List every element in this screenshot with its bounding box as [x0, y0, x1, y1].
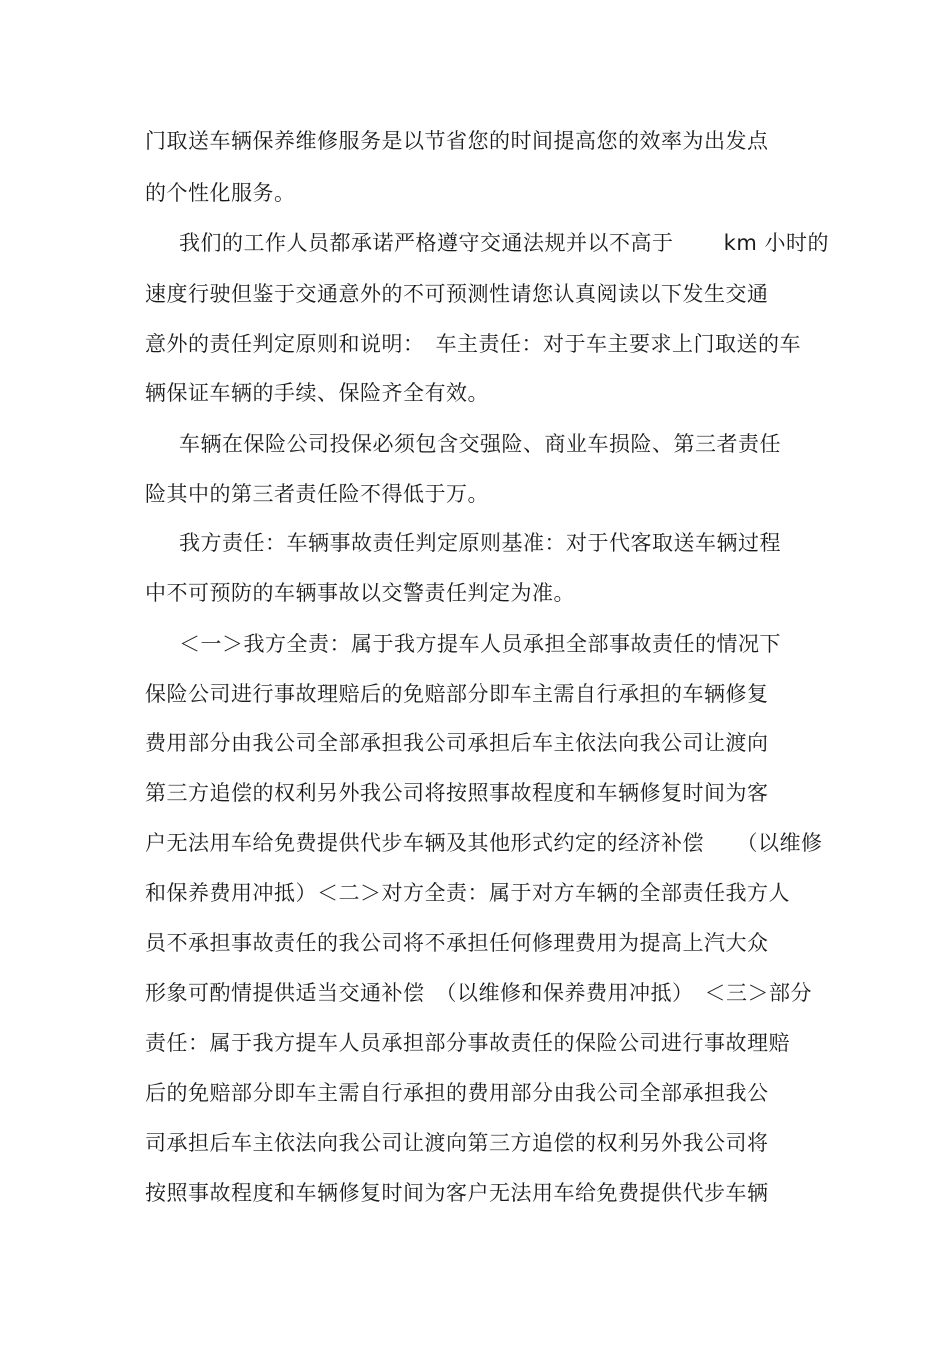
text-line: 司承担后车主依法向我公司让渡向第三方追偿的权利另外我公司将	[145, 1131, 769, 1155]
text-line: 车辆在保险公司投保必须包含交强险、商业车损险、第三者责任	[179, 432, 781, 456]
text-line: ＜一＞我方全责：属于我方提车人员承担全部事故责任的情况下	[179, 632, 781, 656]
text-line: 员不承担事故责任的我公司将不承担任何修理费用为提高上汽大众	[145, 931, 769, 955]
text-line: 辆保证车辆的手续、保险齐全有效。	[145, 381, 489, 405]
text-line: 形象可酌情提供适当交通补偿 （以维修和保养费用冲抵） ＜三＞部分	[145, 981, 812, 1005]
text-line: 按照事故程度和车辆修复时间为客户无法用车给免费提供代步车辆	[145, 1181, 769, 1205]
text-line: 保险公司进行事故理赔后的免赔部分即车主需自行承担的车辆修复	[145, 682, 769, 706]
text-line: 的个性化服务。	[145, 181, 296, 205]
text-line: 速度行驶但鉴于交通意外的不可预测性请您认真阅读以下发生交通	[145, 282, 769, 306]
text-line: 后的免赔部分即车主需自行承担的费用部分由我公司全部承担我公	[145, 1081, 769, 1105]
text-line: 险其中的第三者责任险不得低于万。	[145, 482, 489, 506]
text-line: 第三方追偿的权利另外我公司将按照事故程度和车辆修复时间为客	[145, 781, 769, 805]
text-line: 门取送车辆保养维修服务是以节省您的时间提高您的效率为出发点	[145, 129, 769, 153]
text-line: 中不可预防的车辆事故以交警责任判定为准。	[145, 581, 575, 605]
text-line: 意外的责任判定原则和说明： 车主责任：对于车主要求上门取送的车	[145, 332, 801, 356]
text-line: 我们的工作人员都承诺严格遵守交通法规并以不高于 km 小时的	[179, 231, 829, 255]
text-line: 户无法用车给免费提供代步车辆及其他形式约定的经济补偿 （以维修	[145, 831, 823, 855]
text-line: 我方责任：车辆事故责任判定原则基准：对于代客取送车辆过程	[179, 531, 781, 555]
text-line: 责任：属于我方提车人员承担部分事故责任的保险公司进行事故理赔	[145, 1031, 790, 1055]
text-line: 费用部分由我公司全部承担我公司承担后车主依法向我公司让渡向	[145, 731, 769, 755]
text-line: 和保养费用冲抵）＜二＞对方全责：属于对方车辆的全部责任我方人	[145, 881, 790, 905]
